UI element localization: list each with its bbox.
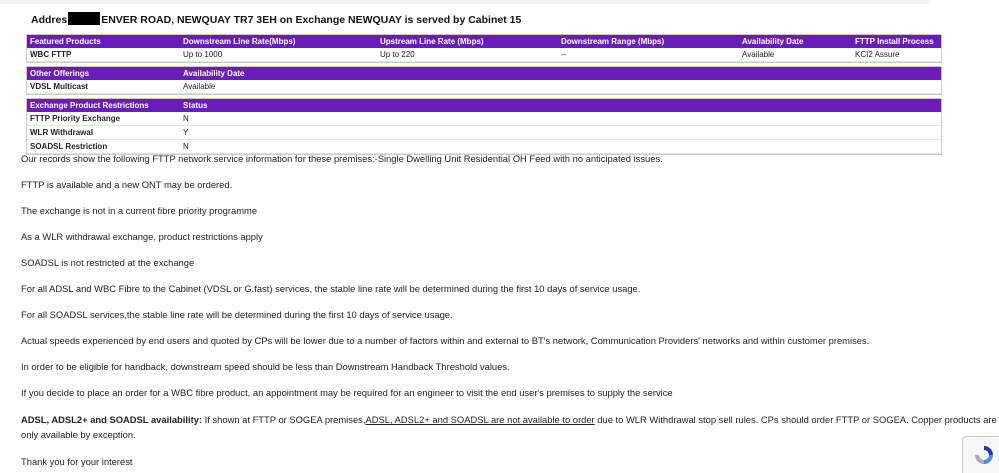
header-downstream-range: Downstream Range (Mbps): [558, 35, 739, 48]
message-adsl-wbc-rate: For all ADSL and WBC Fibre to the Cabinet (VDSL or G.fast) services, the stable line rate will be determined during the first 10 days of service usage.: [21, 283, 641, 294]
cell-status: N: [180, 112, 941, 126]
message-appointment: If you decide to place an order for a WBC fibre product, an appointment may be required for an engineer to visit the end user's premises to supply the service: [21, 387, 673, 398]
message-actual-speeds: Actual speeds experienced by end users and quoted by CPs will be lower due to a number of factors within and external to BT's network, Communication Providers' networks and within customer premises.: [21, 335, 870, 346]
table-header-row: [27, 99, 941, 112]
message-soadsl: SOADSL is not restricted at the exchange: [21, 257, 195, 268]
service-information: [21, 152, 999, 473]
top-bar: [0, 0, 930, 4]
recaptcha-icon: [972, 443, 996, 467]
header-upstream-rate: Upstream Line Rate (Mbps): [377, 35, 558, 48]
message-handback: In order to be eligible for handback, downstream speed should be less than Downstream Handback Threshold values.: [21, 361, 510, 372]
recaptcha-badge[interactable]: [962, 436, 999, 473]
other-offerings-table: [26, 66, 942, 95]
table-row: [27, 112, 941, 126]
table-header-row: [27, 67, 941, 80]
table-row: [27, 80, 941, 94]
cell-status: N: [180, 140, 941, 154]
cell-status: Y: [180, 126, 941, 140]
header-restrictions: Exchange Product Restrictions: [27, 99, 180, 112]
message-adsl-availability: [21, 412, 999, 442]
adsl-availability-label: ADSL, ADSL2+ and SOADSL availability:: [21, 414, 203, 425]
message-fibre-priority: The exchange is not in a current fibre priority programme: [21, 205, 258, 216]
table-row: [27, 48, 941, 62]
cell-downstream: Up to 1000: [180, 48, 377, 62]
adsl-not-available-link: ADSL, ADSL2+ and SOADSL are not available to order: [365, 414, 595, 425]
cell-product: WBC FTTP: [27, 48, 180, 62]
header-fttp-install: FTTP Install Process: [852, 35, 941, 48]
header-status: Status: [180, 99, 941, 112]
address-rest: ENVER ROAD, NEWQUAY TR7 3EH on Exchange NEWQUAY is served by Cabinet 15: [101, 14, 522, 26]
header-featured-products: Featured Products: [27, 35, 180, 48]
message-fttp-available: FTTP is available and a new ONT may be ordered.: [21, 179, 233, 190]
cell-availability: Available: [180, 80, 941, 94]
cell-range: --: [558, 48, 739, 62]
availability-tables: [26, 34, 942, 158]
header-availability-date: Availability Date: [739, 35, 852, 48]
message-wlr-withdrawal: As a WLR withdrawal exchange, product restrictions apply: [21, 231, 263, 242]
adsl-text-a: If shown at FTTP or SOGEA premises,: [202, 414, 366, 425]
table-header-row: [27, 35, 941, 48]
cell-install-process: KCI2 Assure: [852, 48, 941, 62]
address-heading: [31, 12, 521, 26]
redaction-box: [68, 12, 100, 25]
header-availability-date: Availability Date: [180, 67, 941, 80]
header-other-offerings: Other Offerings: [27, 67, 180, 80]
cell-restriction: SOADSL Restriction: [27, 140, 180, 154]
cell-restriction: WLR Withdrawal: [27, 126, 180, 140]
cell-upstream: Up to 220: [377, 48, 558, 62]
table-row: [27, 126, 941, 140]
message-soadsl-rate: For all SOADSL services,the stable line rate will be determined during the first 10 days of service usage.: [21, 309, 453, 320]
message-thanks: Thank you for your interest: [21, 456, 133, 467]
exchange-restrictions-table: [26, 98, 942, 155]
cell-offering: VDSL Multicast: [27, 80, 180, 94]
cell-restriction: FTTP Priority Exchange: [27, 112, 180, 126]
message-premises: Our records show the following FTTP network service information for these premises:-Single Dwelling Unit Residential OH Feed with no anticipated issues.: [21, 153, 663, 164]
featured-products-table: [26, 34, 942, 63]
address-prefix: Addres: [31, 14, 68, 26]
header-downstream-rate: Downstream Line Rate(Mbps): [180, 35, 377, 48]
cell-availability: Available: [739, 48, 852, 62]
adsl-text-b: due to WLR Withdrawal stop sell rules. CPs should order FTTP or SOGEA. Copper products are only available by exception.: [21, 414, 997, 440]
